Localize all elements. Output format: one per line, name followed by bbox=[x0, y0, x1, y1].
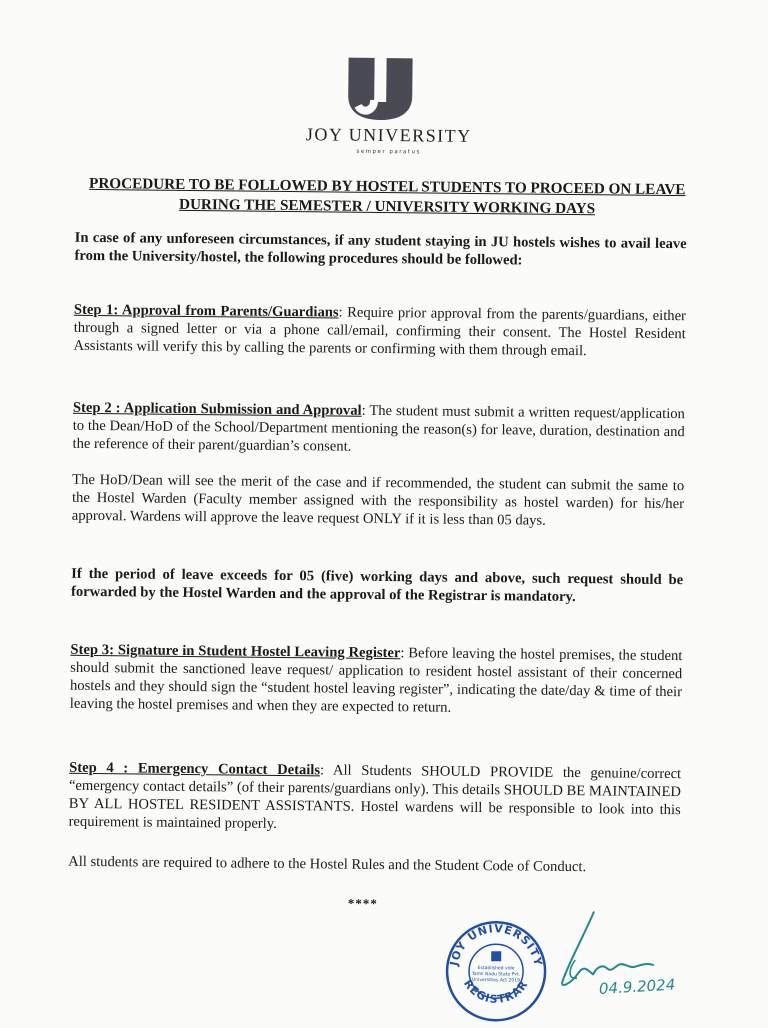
seal-top-text: JOY UNIVERSITY bbox=[447, 922, 545, 968]
step2-registrar-paragraph: If the period of leave exceeds for 05 (five) working days and above, such request should be forwarded by the Hostel Warden and the approval of the Registrar is mandatory. bbox=[70, 565, 684, 606]
step2-warden-paragraph: The HoD/Dean will see the merit of the case and if recommended, the student can submit the same to the Hostel Warden (Faculty member assigned with the responsibility as hostel warden) for his/her approval. Wardens will approve the leave request ONLY if it is less than 05 days. bbox=[71, 471, 685, 529]
seal-bottom-text: REGISTRAR bbox=[461, 977, 531, 1007]
step2-text: : The student must submit a written request/application to the Dean/HoD of the School/Department mentioning the reason(s) for leave, duration, destination and the reference of their parent/guardian’s consent. bbox=[72, 402, 685, 455]
registrar-seal-icon bbox=[441, 919, 552, 1024]
step1-paragraph bbox=[74, 301, 687, 361]
svg-text:Established vide: Established vide bbox=[477, 966, 515, 972]
step3-paragraph bbox=[70, 641, 683, 719]
joy-university-logo-icon bbox=[344, 56, 417, 123]
intro-paragraph: In case of any unforeseen circumstances, if any student staying in JU hostels wishes to avail leave from the University/hostel, the following procedures should be followed: bbox=[74, 229, 687, 269]
signature-date: 04.9.2024 bbox=[598, 975, 676, 998]
step4-text: : All Students SHOULD PROVIDE the genuine/correct “emergency contact details” (of their parents/guardians only). This details SHOULD BE MAINTAINED BY ALL HOSTEL RESIDENT ASSISTANTS. Hostel wardens will be responsible to look into this requirement is maintained properly. bbox=[68, 762, 682, 832]
step3-text: : Before leaving the hostel premises, the student should submit the sanctioned leave request/ application to resident hostel assistant of their concerned hostels and they should sign the “student hostel leaving register”, indicating the date/day & time of their leaving the hostel premises and when they are expected to return. bbox=[69, 645, 683, 716]
step4-paragraph bbox=[69, 759, 682, 837]
university-motto: semper paratus bbox=[356, 148, 421, 156]
step1-text: : Require prior approval from the parents/guardians, either through a signed letter or via a phone call/email, confirming their consent. The Hostel Resident Assistants will verify this by calling the parents or confirming with them through email. bbox=[73, 304, 687, 360]
registrar-signature-icon bbox=[555, 902, 706, 1014]
step2-heading: Step 2 : Application Submission and Approval bbox=[72, 399, 362, 419]
step3-heading: Step 3: Signature in Student Hostel Leaving Register bbox=[70, 641, 401, 662]
end-mark: **** bbox=[347, 895, 378, 911]
step4-heading: Step 4 : Emergency Contact Details bbox=[69, 759, 321, 779]
document-title: PROCEDURE TO BE FOLLOWED BY HOSTEL STUDENTS TO PROCEED ON LEAVE DURING THE SEMESTER / UNIVERSITY WORKING DAYS bbox=[89, 174, 686, 218]
closing-paragraph: All students are required to adhere to the Hostel Rules and the Student Code of Conduct. bbox=[68, 853, 587, 876]
svg-text:JOY UNIVERSITY bbox=[447, 922, 545, 972]
svg-text:Tamil Nadu State Pvt.: Tamil Nadu State Pvt. bbox=[471, 971, 521, 978]
university-name: JOY UNIVERSITY bbox=[305, 124, 472, 146]
step1-heading: Step 1: Approval from Parents/Guardians bbox=[73, 301, 339, 321]
svg-text:Universities Act 2019: Universities Act 2019 bbox=[471, 977, 520, 984]
step2-paragraph bbox=[72, 399, 685, 459]
